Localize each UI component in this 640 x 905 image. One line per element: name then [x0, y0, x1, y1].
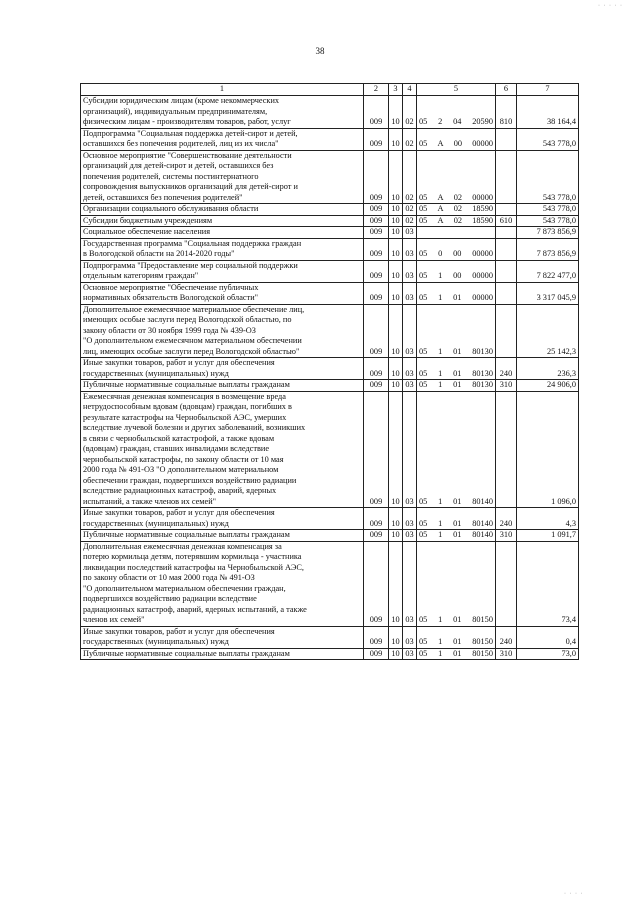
- table-row: [81, 204, 579, 216]
- target-article-part: 01: [453, 518, 462, 528]
- expense-type-cell: 810: [496, 96, 517, 129]
- amount-cell: 3 317 045,9: [517, 282, 579, 304]
- row-name-line: подвергшихся воздействию радиации вследствие: [83, 594, 257, 603]
- header-cell: 6: [496, 84, 517, 96]
- row-name-cell: [81, 530, 364, 542]
- target-article-part: 00000: [472, 293, 493, 302]
- target-article-part: 05: [419, 496, 428, 506]
- target-article-part: А: [437, 204, 444, 213]
- target-article-cell: [417, 215, 496, 227]
- row-name-cell: [81, 150, 364, 204]
- target-article-part: 04: [453, 117, 462, 126]
- row-name-cell: [81, 227, 364, 239]
- row-name-line: вследствие лучевой болезни и других заболеваний, возникших: [83, 423, 306, 432]
- row-name-line: физическим лицам - производителям товаров, работ, услуг: [83, 117, 291, 126]
- section-code-cell: 10: [389, 304, 403, 358]
- target-article-cell: [417, 238, 496, 260]
- amount-cell: 73,0: [517, 648, 579, 660]
- target-article-cell: [417, 282, 496, 304]
- grbs-code-cell: 009: [364, 215, 389, 227]
- amount-cell: 543 778,0: [517, 128, 579, 150]
- grbs-code-cell: 009: [364, 260, 389, 282]
- row-name-line: результате катастрофы на Чернобыльской АЭС, умерших: [83, 412, 287, 422]
- target-article-part: 05: [419, 530, 428, 539]
- target-article-cell: [417, 128, 496, 150]
- subsection-code-cell: 02: [403, 150, 417, 204]
- subsection-code-cell: 03: [403, 227, 417, 239]
- target-article-part: 05: [419, 204, 428, 213]
- row-name-cell: [81, 358, 364, 380]
- row-name-line: Публичные нормативные социальные выплаты гражданам: [83, 530, 290, 539]
- row-name-line: ликвидации последствий катастрофы на Чернобыльской АЭС,: [83, 562, 304, 572]
- target-article-part: 0: [438, 249, 443, 258]
- target-article-part: 01: [453, 615, 462, 624]
- subsection-code-cell: 03: [403, 648, 417, 660]
- row-name-line: Основное мероприятие "Совершенствование деятельности: [83, 150, 292, 160]
- table-row: [81, 391, 579, 508]
- target-article-part: 80140: [472, 496, 493, 506]
- target-article-cell: [417, 391, 496, 508]
- subsection-code-cell: 02: [403, 215, 417, 227]
- row-name-line: по закону области от 10 мая 2000 года № 491-ОЗ: [83, 573, 255, 582]
- target-article-part: 00000: [472, 249, 493, 258]
- row-name-line: "О дополнительном материальном обеспечении граждан,: [83, 583, 286, 593]
- target-article-part: 02: [453, 204, 463, 213]
- header-cell: 7: [517, 84, 579, 96]
- target-article-cell: [417, 626, 496, 648]
- amount-cell: 543 778,0: [517, 215, 579, 227]
- row-name-line: попечения родителей, системы постинтернатного: [83, 171, 259, 181]
- section-code-cell: 10: [389, 96, 403, 129]
- target-article-part: 00: [453, 249, 462, 258]
- target-article-part: 01: [453, 530, 462, 539]
- target-article-part: 2: [438, 117, 443, 126]
- target-article-part: 1: [438, 518, 443, 528]
- expense-type-cell: [496, 204, 517, 216]
- corner-scan-mark: · · · · ·: [598, 3, 623, 9]
- subsection-code-cell: 03: [403, 260, 417, 282]
- grbs-code-cell: 009: [364, 541, 389, 626]
- target-article-part: 02: [453, 215, 463, 225]
- row-name-cell: [81, 96, 364, 129]
- amount-cell: 7 873 856,9: [517, 238, 579, 260]
- table-row: [81, 96, 579, 129]
- row-name-line: вследствие радиационных катастроф, аварий, ядерных: [83, 486, 277, 495]
- row-name-cell: [81, 204, 364, 216]
- row-name-line: в связи с чернобыльской катастрофой, а также вдовам: [83, 433, 275, 443]
- row-name-line: Субсидии юридическим лицам (кроме некоммерческих: [83, 96, 280, 105]
- table-header-row: [81, 84, 579, 96]
- target-article-part: 80150: [472, 637, 493, 646]
- target-article-cell: [417, 508, 496, 530]
- row-name-line: закону области от 30 ноября 1999 года № 439-ОЗ: [83, 325, 256, 335]
- amount-cell: 7 822 477,0: [517, 260, 579, 282]
- row-name-cell: [81, 260, 364, 282]
- target-article-part: 01: [453, 380, 462, 389]
- header-cell: 2: [364, 84, 389, 96]
- target-article-part: 00000: [472, 139, 493, 148]
- section-code-cell: 10: [389, 358, 403, 380]
- target-article-cell: [417, 541, 496, 626]
- row-name-cell: [81, 128, 364, 150]
- row-name-cell: [81, 508, 364, 530]
- section-code-cell: 10: [389, 541, 403, 626]
- target-article-part: 01: [453, 293, 462, 302]
- target-article-part: А: [437, 139, 444, 148]
- row-name-line: радиационных катастроф, аварий, ядерных испытаний, а также: [83, 604, 307, 614]
- amount-cell: 236,3: [517, 358, 579, 380]
- row-name-line: детей, оставшихся без попечения родителей": [83, 192, 243, 202]
- row-name-cell: [81, 380, 364, 392]
- row-name-line: Публичные нормативные социальные выплаты гражданам: [83, 380, 290, 389]
- target-article-part: 1: [438, 615, 443, 624]
- target-article-cell: [417, 227, 496, 239]
- target-article-part: 05: [419, 346, 428, 356]
- table-row: [81, 150, 579, 204]
- expense-type-cell: [496, 304, 517, 358]
- subsection-code-cell: 03: [403, 530, 417, 542]
- target-article-part: 1: [438, 530, 443, 539]
- target-article-part: 18590: [472, 204, 493, 213]
- target-article-part: А: [437, 192, 444, 202]
- row-name-line: сопровождения выпускников организаций для детей-сирот и: [83, 182, 298, 191]
- target-article-part: 05: [419, 293, 428, 302]
- target-article-part: 01: [453, 637, 462, 646]
- section-code-cell: 10: [389, 380, 403, 392]
- grbs-code-cell: 009: [364, 227, 389, 239]
- row-name-line: Дополнительное ежемесячное материальное обеспечение лиц,: [83, 304, 305, 314]
- table-row: [81, 238, 579, 260]
- expense-type-cell: [496, 260, 517, 282]
- target-article-part: 80130: [472, 380, 493, 389]
- target-article-part: 05: [419, 192, 428, 202]
- section-code-cell: 10: [389, 260, 403, 282]
- target-article-part: 1: [438, 346, 443, 356]
- subsection-code-cell: 03: [403, 508, 417, 530]
- target-article-part: 01: [453, 368, 462, 378]
- row-name-line: оставшихся без попечения родителей, лиц из их числа": [83, 139, 279, 148]
- target-article-part: 01: [453, 346, 462, 356]
- target-article-part: 1: [438, 637, 443, 646]
- expense-type-cell: 240: [496, 358, 517, 380]
- section-code-cell: 10: [389, 391, 403, 508]
- target-article-part: 01: [453, 496, 462, 506]
- row-name-line: Публичные нормативные социальные выплаты гражданам: [83, 648, 290, 658]
- row-name-line: отдельным категориям граждан": [83, 271, 199, 280]
- grbs-code-cell: 009: [364, 648, 389, 660]
- row-name-line: членов их семей": [83, 615, 145, 624]
- section-code-cell: 10: [389, 282, 403, 304]
- table-row: [81, 508, 579, 530]
- grbs-code-cell: 009: [364, 358, 389, 380]
- row-name-line: Организации социального обслуживания области: [83, 204, 259, 213]
- row-name-cell: [81, 304, 364, 358]
- target-article-cell: [417, 380, 496, 392]
- target-article-part: 80150: [472, 615, 493, 624]
- table-row: [81, 215, 579, 227]
- target-article-part: А: [437, 215, 444, 225]
- target-article-cell: [417, 204, 496, 216]
- table-row: [81, 282, 579, 304]
- amount-cell: 24 906,0: [517, 380, 579, 392]
- subsection-code-cell: 03: [403, 626, 417, 648]
- amount-cell: 38 164,4: [517, 96, 579, 129]
- grbs-code-cell: 009: [364, 391, 389, 508]
- target-article-part: 05: [419, 615, 428, 624]
- expense-type-cell: 240: [496, 626, 517, 648]
- target-article-part: 00: [453, 139, 463, 148]
- table-row: [81, 626, 579, 648]
- row-name-line: обеспечении граждан, подвергшихся воздействию радиации: [83, 475, 297, 485]
- expense-type-cell: [496, 227, 517, 239]
- subsection-code-cell: 03: [403, 282, 417, 304]
- row-name-line: потерю кормильца детям, потерявшим кормильца - участника: [83, 552, 302, 561]
- target-article-cell: [417, 260, 496, 282]
- corner-scan-mark: · · · ·: [564, 891, 584, 897]
- row-name-line: "О дополнительном ежемесячном материальном обеспечении: [83, 336, 302, 345]
- row-name-line: Подпрограмма "Предоставление мер социальной поддержки: [83, 260, 298, 270]
- row-name-line: испытаний, а также членов их семей": [83, 496, 217, 506]
- subsection-code-cell: 03: [403, 304, 417, 358]
- table-row: [81, 227, 579, 239]
- target-article-part: 80140: [472, 518, 493, 528]
- section-code-cell: 10: [389, 150, 403, 204]
- row-name-cell: [81, 648, 364, 660]
- section-code-cell: 10: [389, 227, 403, 239]
- grbs-code-cell: 009: [364, 238, 389, 260]
- grbs-code-cell: 009: [364, 282, 389, 304]
- grbs-code-cell: 009: [364, 128, 389, 150]
- target-article-part: 01: [453, 648, 462, 658]
- target-article-cell: [417, 648, 496, 660]
- subsection-code-cell: 03: [403, 541, 417, 626]
- target-article-part: 02: [453, 192, 463, 202]
- target-article-part: 20590: [472, 117, 493, 126]
- target-article-part: 05: [419, 249, 428, 258]
- target-article-part: 05: [419, 271, 428, 280]
- grbs-code-cell: 009: [364, 150, 389, 204]
- target-article-part: 80130: [472, 346, 493, 356]
- target-article-part: 05: [419, 648, 428, 658]
- row-name-line: организаций для детей-сирот и детей, оставшихся без: [83, 161, 274, 170]
- amount-cell: 73,4: [517, 541, 579, 626]
- target-article-part: 05: [419, 117, 428, 126]
- row-name-cell: [81, 215, 364, 227]
- target-article-part: 05: [419, 380, 428, 389]
- row-name-line: Ежемесячная денежная компенсация в возмещение вреда: [83, 391, 286, 401]
- target-article-part: 80140: [472, 530, 493, 539]
- target-article-part: 1: [438, 293, 443, 302]
- row-name-cell: [81, 238, 364, 260]
- target-article-cell: [417, 96, 496, 129]
- row-name-line: Государственная программа "Социальная поддержка граждан: [83, 238, 302, 248]
- target-article-part: 1: [438, 271, 443, 280]
- grbs-code-cell: 009: [364, 380, 389, 392]
- expense-type-cell: [496, 541, 517, 626]
- expense-type-cell: 240: [496, 508, 517, 530]
- row-name-line: Дополнительная ежемесячная денежная компенсация за: [83, 541, 282, 551]
- row-name-line: Основное мероприятие "Обеспечение публичных: [83, 282, 259, 292]
- grbs-code-cell: 009: [364, 626, 389, 648]
- expense-type-cell: 310: [496, 648, 517, 660]
- row-name-line: Иные закупки товаров, работ и услуг для обеспечения: [83, 358, 275, 367]
- target-article-cell: [417, 358, 496, 380]
- row-name-line: государственных (муниципальных) нужд: [83, 518, 229, 528]
- row-name-line: нормативных обязательств Вологодской области": [83, 293, 259, 302]
- row-name-line: (вдовцам) граждан, ставших инвалидами вследствие: [83, 444, 270, 453]
- section-code-cell: 10: [389, 648, 403, 660]
- page-number: 38: [315, 46, 325, 56]
- subsection-code-cell: 02: [403, 204, 417, 216]
- amount-cell: 25 142,3: [517, 304, 579, 358]
- target-article-part: 1: [438, 496, 443, 506]
- target-article-part: 00000: [472, 271, 493, 280]
- expense-type-cell: 310: [496, 530, 517, 542]
- grbs-code-cell: 009: [364, 96, 389, 129]
- target-article-part: 18590: [472, 215, 493, 225]
- row-name-line: государственных (муниципальных) нужд: [83, 368, 229, 378]
- expense-type-cell: [496, 128, 517, 150]
- section-code-cell: 10: [389, 626, 403, 648]
- grbs-code-cell: 009: [364, 304, 389, 358]
- amount-cell: 543 778,0: [517, 150, 579, 204]
- target-article-part: 05: [419, 139, 428, 148]
- table-row: [81, 304, 579, 358]
- table-row: [81, 260, 579, 282]
- amount-cell: 7 873 856,9: [517, 227, 579, 239]
- section-code-cell: 10: [389, 215, 403, 227]
- row-name-cell: [81, 391, 364, 508]
- grbs-code-cell: 009: [364, 530, 389, 542]
- grbs-code-cell: 009: [364, 204, 389, 216]
- row-name-line: Иные закупки товаров, работ и услуг для обеспечения: [83, 626, 275, 636]
- expense-type-cell: [496, 238, 517, 260]
- target-article-part: 00: [453, 271, 462, 280]
- target-article-cell: [417, 150, 496, 204]
- row-name-line: Иные закупки товаров, работ и услуг для обеспечения: [83, 508, 275, 517]
- row-name-line: имеющих особые заслуги перед Вологодской областью, по: [83, 315, 292, 324]
- target-article-part: 80150: [472, 648, 493, 658]
- subsection-code-cell: 03: [403, 380, 417, 392]
- section-code-cell: 10: [389, 238, 403, 260]
- table-row: [81, 530, 579, 542]
- budget-table: [80, 83, 579, 660]
- section-code-cell: 10: [389, 508, 403, 530]
- header-cell: 1: [81, 84, 364, 96]
- target-article-cell: [417, 304, 496, 358]
- row-name-line: государственных (муниципальных) нужд: [83, 637, 229, 646]
- target-article-cell: [417, 530, 496, 542]
- target-article-part: 00000: [472, 192, 493, 202]
- expense-type-cell: 310: [496, 380, 517, 392]
- expense-type-cell: [496, 282, 517, 304]
- table-row: [81, 541, 579, 626]
- subsection-code-cell: 02: [403, 128, 417, 150]
- table-row: [81, 358, 579, 380]
- expense-type-cell: [496, 391, 517, 508]
- header-cell: 4: [403, 84, 417, 96]
- subsection-code-cell: 03: [403, 358, 417, 380]
- row-name-line: лиц, имеющих особые заслуги перед Вологодской областью": [83, 346, 300, 356]
- amount-cell: 1 091,7: [517, 530, 579, 542]
- amount-cell: 1 096,0: [517, 391, 579, 508]
- row-name-line: Субсидии бюджетным учреждениям: [83, 215, 213, 225]
- subsection-code-cell: 03: [403, 238, 417, 260]
- subsection-code-cell: 03: [403, 391, 417, 508]
- grbs-code-cell: 009: [364, 508, 389, 530]
- target-article-part: 05: [419, 368, 428, 378]
- row-name-line: организаций), индивидуальным предпринимателям,: [83, 106, 268, 116]
- target-article-part: 80130: [472, 368, 493, 378]
- section-code-cell: 10: [389, 204, 403, 216]
- row-name-line: Подпрограмма "Социальная поддержка детей-сирот и детей,: [83, 128, 298, 138]
- section-code-cell: 10: [389, 530, 403, 542]
- header-cell: 5: [417, 84, 496, 96]
- target-article-part: 05: [419, 215, 428, 225]
- target-article-part: 1: [438, 380, 443, 389]
- expense-type-cell: 610: [496, 215, 517, 227]
- amount-cell: 4,3: [517, 508, 579, 530]
- target-article-part: 05: [419, 518, 428, 528]
- row-name-line: нетрудоспособным вдовам (вдовцам) граждан, погибших в: [83, 402, 292, 411]
- expense-type-cell: [496, 150, 517, 204]
- table-row: [81, 648, 579, 660]
- row-name-line: чернобыльской катастрофы, по закону области от 10 мая: [83, 454, 284, 464]
- row-name-cell: [81, 541, 364, 626]
- table-row: [81, 380, 579, 392]
- row-name-cell: [81, 626, 364, 648]
- row-name-cell: [81, 282, 364, 304]
- header-cell: 3: [389, 84, 403, 96]
- target-article-part: 1: [438, 648, 443, 658]
- subsection-code-cell: 02: [403, 96, 417, 129]
- row-name-line: Социальное обеспечение населения: [83, 227, 211, 236]
- table-row: [81, 128, 579, 150]
- row-name-line: 2000 года № 491-ОЗ "О дополнительном материальном: [83, 465, 279, 474]
- amount-cell: 543 778,0: [517, 204, 579, 216]
- target-article-part: 1: [438, 368, 443, 378]
- section-code-cell: 10: [389, 128, 403, 150]
- target-article-part: 05: [419, 637, 428, 646]
- row-name-line: в Вологодской области на 2014-2020 годы": [83, 249, 235, 258]
- amount-cell: 0,4: [517, 626, 579, 648]
